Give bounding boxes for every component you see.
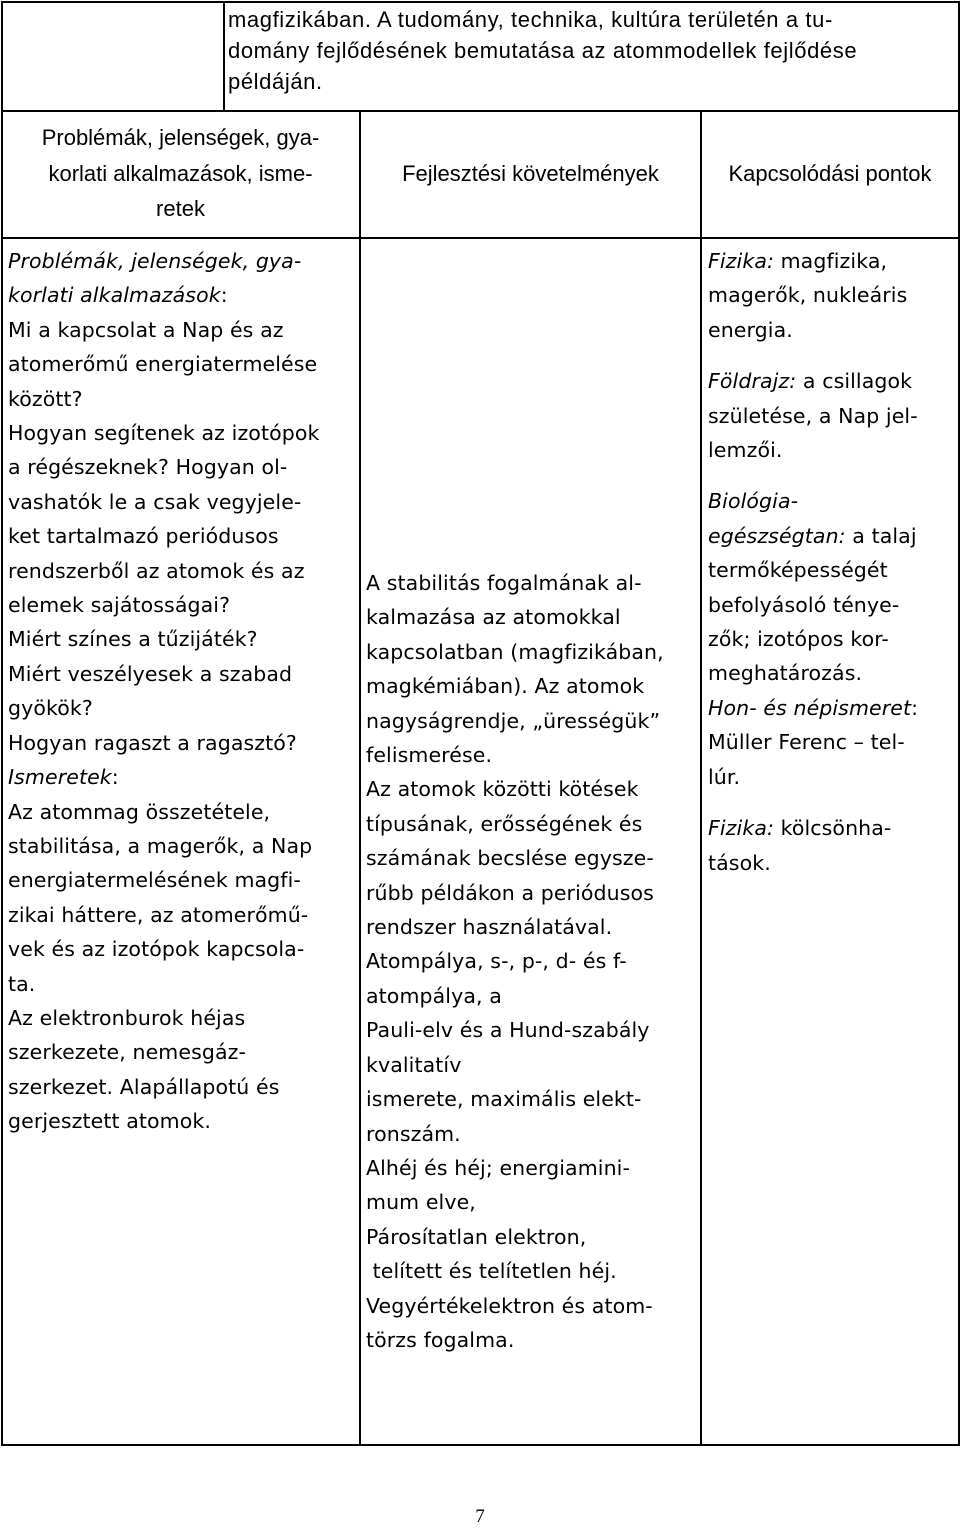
question-line: elemek sajátosságai? <box>8 593 231 618</box>
requirement-line: magkémiában). Az atomok <box>366 674 645 699</box>
requirement-line: kalmazása az atomokkal <box>366 605 621 630</box>
column-rule-1-top <box>223 1 225 111</box>
hon-label-line: Hon- és népismeret: <box>708 695 919 720</box>
requirement-line: kvalitatív <box>366 1052 462 1077</box>
header-col3: Kapcsolódási pontok <box>728 161 932 186</box>
question-line: a régészeknek? Hogyan ol- <box>8 455 288 480</box>
knowledge-line: ta. <box>8 971 36 996</box>
knowledge-line: zikai háttere, az atomerőmű- <box>8 902 309 927</box>
top-line: példáján. <box>228 69 323 94</box>
question-line: ket tartalmazó periódusos <box>8 524 279 549</box>
col2-development-requirements <box>366 566 700 1357</box>
header-col2: Fejlesztési követelmények <box>402 161 659 186</box>
knowledge-label-line: Ismeretek: <box>8 765 119 790</box>
knowledge-line: szerkezete, nemesgáz- <box>8 1040 246 1065</box>
requirement-line: telített és telítetlen héj. <box>366 1259 617 1284</box>
knowledge-line: Az atommag összetétele, <box>8 799 271 824</box>
knowledge-line: gerjesztett atomok. <box>8 1109 211 1134</box>
question-line: Mi a kapcsolat a Nap és az <box>8 317 284 342</box>
knowledge-line: szerkezet. Alapállapotú és <box>8 1074 280 1099</box>
requirement-line: ronszám. <box>366 1121 461 1146</box>
header-col1: Problémák, jelenségek, gya- korlati alkalmazások, isme- retek <box>41 125 320 221</box>
knowledge-line: energiatermelésének magfi- <box>8 868 301 893</box>
top-line: domány fejlődésének bemutatása az atommodellek fejlődése <box>228 38 858 63</box>
requirement-line: törzs fogalma. <box>366 1327 515 1352</box>
question-line: gyökök? <box>8 696 93 721</box>
problems-label: Problémák, jelenségek, gya- <box>8 249 302 273</box>
knowledge-line: Az elektronburok héjas <box>8 1005 246 1030</box>
requirement-line: típusának, erősségének és <box>366 811 643 836</box>
column-rule-1 <box>359 110 361 1446</box>
requirement-line: Pauli-elv és a Hund-szabály <box>366 1018 650 1043</box>
knowledge-line: vek és az izotópok kapcsola- <box>8 937 305 962</box>
requirement-line: kapcsolatban (magfizikában, <box>366 639 664 664</box>
question-line: vashatók le a csak vegyjele- <box>8 489 302 514</box>
question-line: atomerőmű energiatermelése <box>8 352 318 377</box>
question-line: rendszerből az atomok és az <box>8 558 305 583</box>
column-rule-2 <box>700 110 702 1446</box>
requirement-line: Atompálya, s-, p-, d- és f- <box>366 949 627 974</box>
page-number: 7 <box>475 1506 485 1527</box>
foldrajz-entry-line: Földrajz: a csillagok <box>708 369 913 394</box>
fizika2-entry-line: Fizika: kölcsönha- <box>708 816 892 841</box>
question-line: Miért veszélyesek a szabad <box>8 661 293 686</box>
requirement-line: számának becslése egysze- <box>366 846 654 871</box>
requirement-line: A stabilitás fogalmának al- <box>366 571 642 595</box>
top-line: magfizikában. A tudomány, technika, kultúra területén a tu- <box>228 7 833 32</box>
requirement-line: ismerete, maximális elekt- <box>366 1087 642 1112</box>
requirement-line: rendszer használatával. <box>366 915 613 940</box>
question-line: Miért színes a tűzijáték? <box>8 627 258 652</box>
question-line: között? <box>8 386 83 411</box>
col1-problems-and-knowledge <box>8 244 358 1139</box>
question-line: Hogyan segítenek az izotópok <box>8 421 320 446</box>
fizika-entry-line: Fizika: magfizika, <box>708 249 888 273</box>
requirement-line: nagyságrendje, „ürességük” <box>366 708 661 733</box>
requirement-line: Vegyértékelektron és atom- <box>366 1293 653 1318</box>
requirement-line: mum elve, <box>366 1190 476 1215</box>
problems-label-line: korlati alkalmazások: <box>8 283 228 308</box>
requirement-line: atompálya, a <box>366 983 502 1008</box>
requirement-line: Párosítatlan elektron, <box>366 1224 587 1249</box>
biologia-entry-line: egészségtan: a talaj <box>708 523 917 548</box>
requirement-line: Az atomok közötti kötések <box>366 777 639 802</box>
col3-connection-points: Fizika: magfizika, magerők, nukleáris energia. Földrajz: a csillagok születése, a Nap jel- lemzői. Biológia- egészségtan: a talaj termőképességét befolyásoló ténye- zők; izotópos kor- meghatározás. Hon- és népismeret: Müller Ferenc – tel- lúr. Fizika: kölcsönha- tások. <box>708 244 958 880</box>
requirement-line: Alhéj és héj; energiamini- <box>366 1155 630 1180</box>
knowledge-line: stabilitása, a magerők, a Nap <box>8 833 313 858</box>
question-line: Hogyan ragaszt a ragasztó? <box>8 730 297 755</box>
header-bottom-rule <box>1 237 960 239</box>
requirement-line: rűbb példákon a periódusos <box>366 880 654 905</box>
header-top-rule <box>1 110 960 112</box>
requirement-line: felismerése. <box>366 743 493 768</box>
top-continuation-text <box>228 4 958 97</box>
biologia-label: Biológia- <box>708 489 799 514</box>
